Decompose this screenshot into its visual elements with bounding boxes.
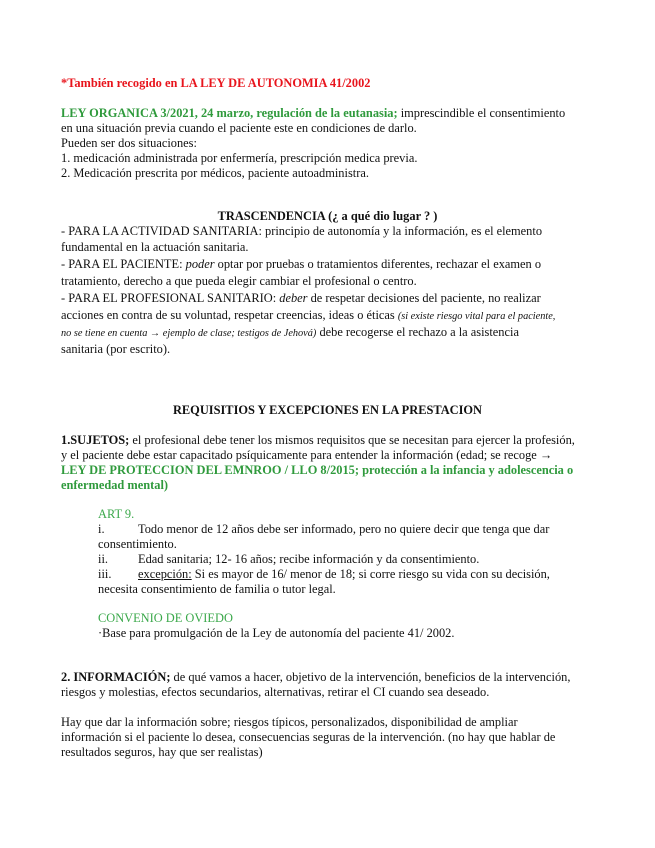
paciente-text: optar por pruebas o tratamientos diferentes, rechazar el examen o — [214, 257, 542, 271]
informacion-title: 2. INFORMACIÓN; — [61, 670, 171, 684]
sujetos-line-1 — [61, 433, 575, 448]
ley-organica-line-1 — [61, 106, 565, 121]
profesional-text: de respetar decisiones del paciente, no realizar — [307, 291, 541, 305]
trascendencia-line-1: - PARA LA ACTIVIDAD SANITARIA: principio de autonomía y la información, es el elemento — [61, 224, 543, 238]
rechazo-text: debe recogerse el rechazo a la asistencia — [316, 325, 519, 339]
poder-word: poder — [185, 257, 215, 271]
requisitos-heading: REQUISITIOS Y EXCEPCIONES EN LA PRESTACION — [172, 403, 483, 417]
informacion-line-5: resultados seguros, hay que ser realistas) — [61, 745, 263, 759]
ley-organica-line-3: Pueden ser dos situaciones: — [61, 136, 197, 150]
sujetos-title: 1.SUJETOS; — [61, 433, 130, 447]
ley-organica-item-1: 1. medicación administrada por enfermería, prescripción medica previa. — [61, 151, 418, 165]
art9-item-iii — [98, 567, 550, 582]
deber-word: deber — [279, 291, 308, 305]
ley-organica-line-2: en una situación previa cuando el paciente este en condiciones de darlo. — [61, 121, 417, 135]
art9-item-iii-number: iii. — [98, 567, 112, 581]
sujetos-text: el profesional debe tener los mismos requisitos que se necesitan para ejercer la profesión, — [129, 433, 575, 447]
art9-item-i-number: i. — [98, 522, 105, 536]
art9-item-ii-text: Edad sanitaria; 12- 16 años; recibe información y da consentimiento. — [138, 552, 480, 566]
trascendencia-heading: TRASCENDENCIA (¿ a qué dio lugar ? ) — [217, 209, 438, 223]
ley-organica-item-2: 2. Medicación prescrita por médicos, paciente autoadministra. — [61, 166, 369, 180]
trascendencia-line-8: sanitaria (por escrito). — [61, 342, 171, 356]
convenio-title: CONVENIO DE OVIEDO — [98, 611, 233, 625]
art9-item-ii-number: ii. — [98, 552, 108, 566]
convenio-text: ·Base para promulgación de la Ley de autonomía del paciente 41/ 2002. — [98, 626, 455, 640]
acciones-text: acciones en contra de su voluntad, respetar creencias, ideas o éticas — [61, 308, 398, 322]
art9-item-iii-cont: necesita consentimiento de familia o tutor legal. — [98, 582, 336, 596]
informacion-line-1 — [61, 670, 570, 685]
informacion-line-4: información si el paciente lo desea, consecuencias seguras de la intervención. (no hay que hablar de — [61, 730, 556, 744]
ejemplo-note: no se tiene en cuenta → ejemplo de clase; testigos de Jehová) — [61, 328, 317, 339]
trascendencia-line-3 — [61, 257, 541, 272]
art9-item-i — [98, 522, 549, 537]
header-note: *También recogido en LA LEY DE AUTONOMIA 41/2002 — [61, 76, 371, 90]
informacion-line-2: riesgos y molestias, efectos secundarios, alternativas, retirar el CI cuando sea deseado. — [61, 685, 490, 699]
ley-organica-text: imprescindible el consentimiento — [397, 106, 566, 120]
ley-organica-title: LEY ORGANICA 3/2021, 24 marzo, regulación de la eutanasia; — [61, 106, 398, 120]
paciente-label: - PARA EL PACIENTE: — [61, 257, 186, 271]
trascendencia-line-4: tratamiento, derecho a que pueda elegir cambiar el profesional o centro. — [61, 274, 417, 288]
profesional-label: - PARA EL PROFESIONAL SANITARIO: — [61, 291, 280, 305]
art9-item-i-cont: consentimiento. — [98, 537, 177, 551]
trascendencia-line-7 — [61, 325, 519, 341]
art9-title: ART 9. — [98, 507, 135, 521]
trascendencia-line-5 — [61, 291, 541, 306]
sujetos-line-2: y el paciente debe estar capacitado psíquicamente para entender la información (edad; se recoge → — [61, 448, 553, 462]
informacion-line-3: Hay que dar la información sobre; riesgos típicos, personalizados, disponibilidad de ampliar — [61, 715, 518, 729]
trascendencia-line-6 — [61, 308, 555, 324]
riesgo-note: (si existe riesgo vital para el paciente, — [397, 311, 556, 322]
art9-item-i-text: Todo menor de 12 años debe ser informado, pero no quiere decir que tenga que dar — [138, 522, 550, 536]
art9-item-iii-text: Si es mayor de 16/ menor de 18; si corre riesgo su vida con su decisión, — [191, 567, 550, 581]
ley-proteccion-line-1: LEY DE PROTECCION DEL EMNROO / LLO 8/2015; protección a la infancia y adolescencia o — [61, 463, 574, 477]
informacion-text: de qué vamos a hacer, objetivo de la intervención, beneficios de la intervención, — [170, 670, 571, 684]
art9-item-ii — [98, 552, 479, 567]
ley-proteccion-line-2: enfermedad mental) — [61, 478, 169, 492]
excepcion-word: excepción: — [138, 567, 192, 581]
trascendencia-line-2: fundamental en la actuación sanitaria. — [61, 240, 249, 254]
